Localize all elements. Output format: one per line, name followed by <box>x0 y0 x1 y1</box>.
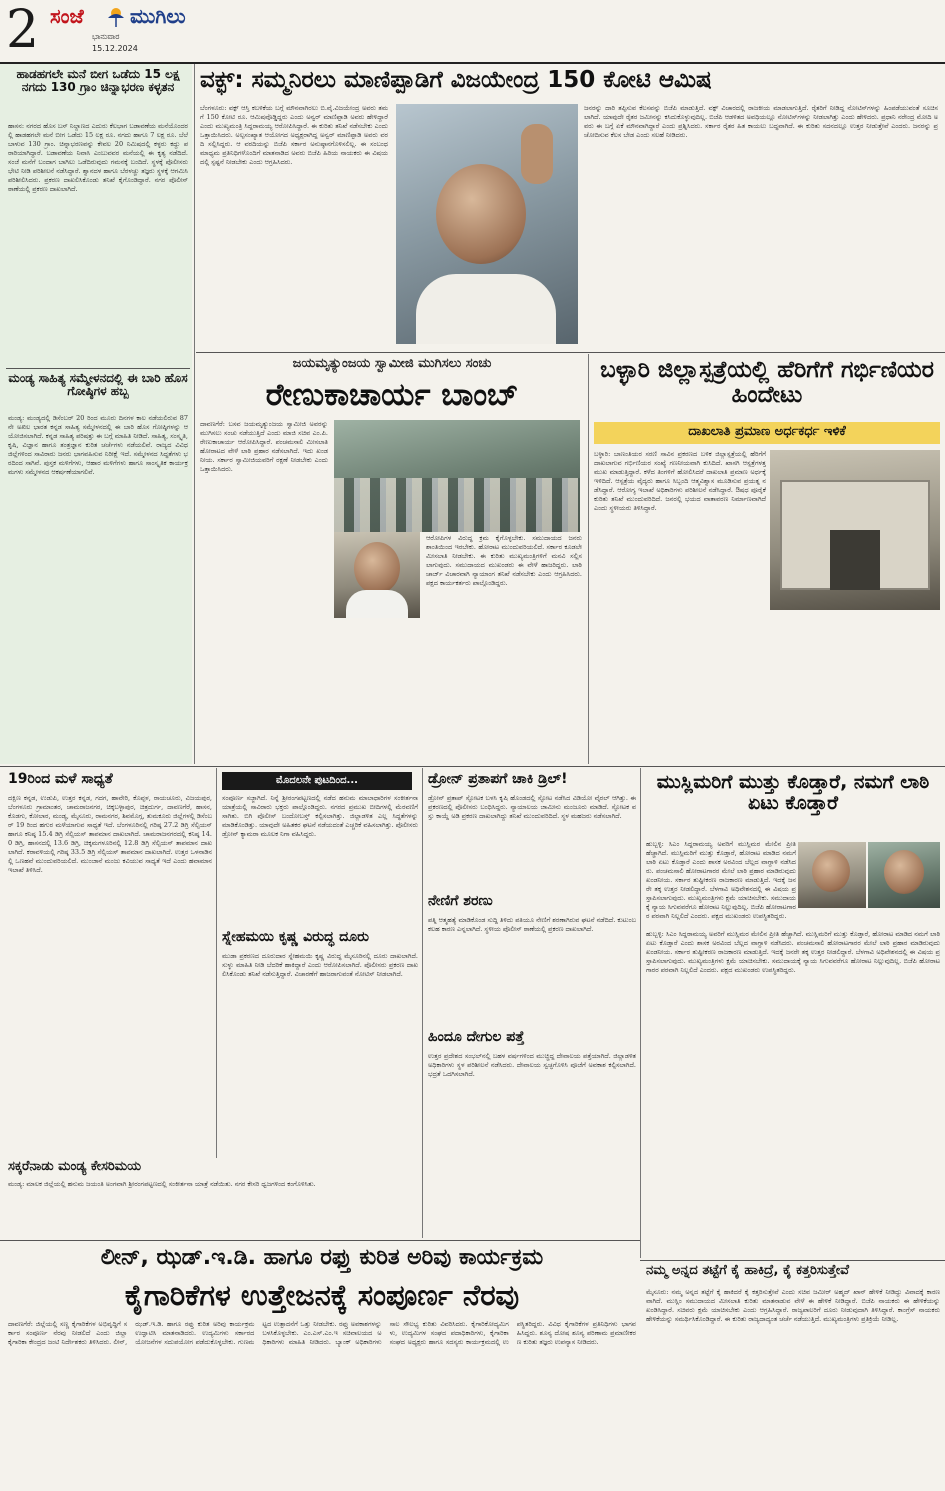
muslim-photo-left <box>798 842 866 908</box>
surrender-body: ಪತ್ನಿ ಆತ್ಮಹತ್ಯೆ ಮಾಡಿಕೊಂಡ ಸುದ್ದಿ ತಿಳಿದು ಪತಿಯೂ ನೇಣಿಗೆ ಶರಣಾಗಿರುವ ಘಟನೆ ನಡೆದಿದೆ. ಕುಟುಂಬ ಕಲಹ ಕಾರಣ ಎನ್ನಲಾಗಿದೆ. ಸ್ಥಳೀಯ ಪೊಲೀಸ್ ಠಾಣೆಯಲ್ಲಿ ಪ್ರಕರಣ ದಾಖಲಾಗಿದೆ. <box>428 916 636 933</box>
renuka-body-right: ಆರೋಪಿಗಳ ವಿರುದ್ಧ ಕ್ರಮ ಕೈಗೊಳ್ಳಬೇಕು. ಸಮುದಾಯದ ಜನರು ಶಾಂತಿಯಿಂದ ಇರಬೇಕು. ಹೋರಾಟ ಮುಂದುವರಿಯಲಿದೆ. ಸರ್ಕಾರ ಕೂಡಲೇ ಮೀಸಲಾತಿ ನೀಡಬೇಕು. ಈ ಕುರಿತು ಮುಖ್ಯಮಂತ್ರಿಗಳಿಗೆ ಮನವಿ ಸಲ್ಲಿಸಲಾಗುವುದು. ಸಮುದಾಯದ ಮುಖಂಡರು ಈ ವೇಳೆ ಹಾಜರಿದ್ದರು. ಲಾಠಿ ಚಾರ್ಜ್ ವಿಚಾರವಾಗಿ ನ್ಯಾಯಾಂಗ ತನಿಖೆ ನಡೆಸಬೇಕು ಎಂದು ಆಗ್ರಹಿಸಿದರು. ಪಕ್ಷದ ಕಾರ್ಯಕರ್ತರು ಪಾಲ್ಗೊಂಡಿದ್ದರು. <box>426 534 582 587</box>
brand-logo <box>50 4 250 34</box>
renuka-headline: ರೇಣುಕಾಚಾರ್ಯ ಬಾಂಬ್ <box>265 378 519 413</box>
brand-name-right: ಮುಗಿಲು <box>130 4 186 28</box>
muslim-body: ಹುಬ್ಬಳ್ಳಿ: ಸಿಎಂ ಸಿದ್ದರಾಮಯ್ಯ ಅವರಿಗೆ ಮುಸ್ಲಿಮರ ಮೇಲಿನ ಪ್ರೀತಿ ಹೆಚ್ಚಾಗಿದೆ. ಮುಸ್ಲಿಮರಿಗೆ ಮುತ್ತು ಕೊಡ್ತಾರೆ, ಹೋರಾಟ ಮಾಡಿದ ನಮಗೆ ಲಾಠಿ ಏಟು ಕೊಡ್ತಾರೆ ಎಂದು ಶಾಸಕ ಅರವಿಂದ ಬೆಲ್ಲದ ವಾಗ್ದಾಳಿ ನಡೆಸಿದರು. ಪಂಚಮಸಾಲಿ ಹೋರಾಟಗಾರರ ಮೇಲೆ ಲಾಠಿ ಪ್ರಹಾರ ಮಾಡಿರುವುದು ಖಂಡನೀಯ. ಸರ್ಕಾರ ತುಷ್ಟೀಕರಣ ರಾಜಕಾರಣ ಮಾಡುತ್ತಿದೆ. ಇದಕ್ಕೆ ಜನರೇ ತಕ್ಕ ಉತ್ತರ ನೀಡಲಿದ್ದಾರೆ. ಬೆಳಗಾವಿ ಅಧಿವೇಶನದಲ್ಲಿ ಈ ವಿಷಯ ಪ್ರಸ್ತಾಪಿಸಲಾಗುವುದು. ಮುಖ್ಯಮಂತ್ರಿಗಳು ಕ್ಷಮೆ ಯಾಚಿಸಬೇಕು. ಸಮುದಾಯಕ್ಕೆ ನ್ಯಾಯ ಸಿಗುವವರೆಗೂ ಹೋರಾಟ ನಿಲ್ಲುವುದಿಲ್ಲ. ಬಿಜೆಪಿ ಹೋರಾಟಗಾರರ ಪರವಾಗಿ ನಿಲ್ಲಲಿದೆ ಎಂದರು. ಪಕ್ಷದ ಮುಖಂಡರು ಉಪಸ್ಥಿತರಿದ್ದರು. <box>646 930 940 974</box>
sakkare-body: ಮಂಡ್ಯ: ಮಾಲಕ ಜಿಲ್ಲೆಯಲ್ಲಿ ಹನುಮ ಜಯಂತಿ ಅಂಗವಾಗಿ ಶ್ರೀರಂಗಪಟ್ಟಣದಲ್ಲಿ ಸಂಕೀರ್ತನಾ ಯಾತ್ರೆ ನಡೆಯಿತು. ನಗರ ಕೇಸರಿ ಧ್ವಜಗಳಿಂದ ಕಂಗೊಳಿಸಿತು. <box>8 1180 316 1188</box>
sneha-headline: ಸ್ನೇಹಮಯಿ ಕೃಷ್ಣ ವಿರುದ್ಧ ದೂರು <box>222 930 369 945</box>
divider-above-food <box>640 1260 945 1261</box>
ballari-body: ಬಳ್ಳಾರಿ: ಬಾಣಂತಿಯರ ಸರಣಿ ಸಾವಿನ ಪ್ರಕರಣದ ಬಳಿಕ ಜಿಲ್ಲಾಸ್ಪತ್ರೆಯಲ್ಲಿ ಹೆರಿಗೆಗೆ ದಾಖಲಾಗುವ ಗರ್ಭಿಣಿಯರ ಸಂಖ್ಯೆ ಗಣನೀಯವಾಗಿ ಕುಸಿದಿದೆ. ಖಾಸಗಿ ಆಸ್ಪತ್ರೆಗಳತ್ತ ಮುಖ ಮಾಡುತ್ತಿದ್ದಾರೆ. ಕಳೆದ ತಿಂಗಳಿಗೆ ಹೋಲಿಸಿದರೆ ದಾಖಲಾತಿ ಪ್ರಮಾಣ ಅರ್ಧಕ್ಕೆ ಇಳಿದಿದೆ. ಆಸ್ಪತ್ರೆಯ ವೈದ್ಯರು ಹಾಗೂ ಸಿಬ್ಬಂದಿ ಆತ್ಮವಿಶ್ವಾಸ ಮೂಡಿಸುವ ಪ್ರಯತ್ನ ನಡೆಸಿದ್ದಾರೆ. ಆರೋಗ್ಯ ಇಲಾಖೆ ಅಧಿಕಾರಿಗಳು ಪರಿಶೀಲನೆ ನಡೆಸಿದ್ದಾರೆ. ಔಷಧ ಪೂರೈಕೆ ಕುರಿತು ತನಿಖೆ ಮುಂದುವರಿದಿದೆ. ಜನರಲ್ಲಿ ಭಯದ ವಾತಾವರಣ ನಿರ್ಮಾಣವಾಗಿದೆ ಎಂದು ಸ್ಥಳೀಯರು ತಿಳಿಸಿದ್ದಾರೆ. <box>594 450 766 512</box>
column-divider-left <box>194 64 195 764</box>
column-divider-mid <box>588 354 589 764</box>
column-divider-cont <box>422 768 423 1238</box>
ballari-hospital-photo <box>770 450 940 610</box>
continued-label: ಮೊದಲನೇ ಪುಟದಿಂದ... <box>276 775 358 786</box>
muslim-photo-right-face <box>884 850 924 894</box>
left-divider-1 <box>6 368 190 369</box>
column-divider-rain <box>216 768 217 1158</box>
masthead <box>0 0 945 62</box>
lean-body: ದಾವಣಗೆರೆ: ಜಿಲ್ಲೆಯಲ್ಲಿ ಸಣ್ಣ ಕೈಗಾರಿಕೆಗಳ ಅಭಿವೃದ್ಧಿಗೆ ಸರ್ಕಾರ ಸಂಪೂರ್ಣ ನೆರವು ನೀಡಲಿದೆ ಎಂದು ಜಿಲ್ಲಾ ಕೈಗಾರಿಕಾ ಕೇಂದ್ರದ ಜಂಟಿ ನಿರ್ದೇಶಕರು ತಿಳಿಸಿದರು. ಲೀನ್, ಝಡ್.ಇ.ಡಿ. ಹಾಗೂ ರಫ್ತು ಕುರಿತ ಅರಿವು ಕಾರ್ಯಕ್ರಮ ಉದ್ಘಾಟಿಸಿ ಮಾತನಾಡಿದರು. ಉದ್ಯಮಿಗಳು ಸರ್ಕಾರದ ಯೋಜನೆಗಳ ಸದುಪಯೋಗ ಪಡೆದುಕೊಳ್ಳಬೇಕು. ಗುಣಮಟ್ಟದ ಉತ್ಪಾದನೆಗೆ ಒತ್ತು ನೀಡಬೇಕು. ರಫ್ತು ಅವಕಾಶಗಳನ್ನು ಬಳಸಿಕೊಳ್ಳಬೇಕು. ಎಂ.ಎಸ್.ಎಂ.ಇ ಸಚಿವಾಲಯದ ಅಧಿಕಾರಿಗಳು ಮಾಹಿತಿ ನೀಡಿದರು. ಬ್ಯಾಂಕ್ ಅಧಿಕಾರಿಗಳು ಸಾಲ ಸೌಲಭ್ಯ ಕುರಿತು ವಿವರಿಸಿದರು. ಕೈಗಾರಿಕೋದ್ಯಮಿಗಳು, ಉದ್ಯಮಿಗಳ ಸಂಘದ ಪದಾಧಿಕಾರಿಗಳು, ಕೈಗಾರಿಕಾ ಸಂಘದ ಅಧ್ಯಕ್ಷರು ಹಾಗೂ ಸದಸ್ಯರು ಕಾರ್ಯಕ್ರಮದಲ್ಲಿ ಉಪಸ್ಥಿತರಿದ್ದರು. ವಿವಿಧ ಕೈಗಾರಿಕೆಗಳ ಪ್ರತಿನಿಧಿಗಳು ಭಾಗವಹಿಸಿದ್ದರು. ಶೂನ್ಯ ದೋಷ ಶೂನ್ಯ ಪರಿಣಾಮ ಪ್ರಮಾಣೀಕರಣ ಕುರಿತು ತಜ್ಞರು ಉಪನ್ಯಾಸ ನೀಡಿದರು. <box>8 1320 636 1346</box>
umbrella-sun-logo-icon <box>106 6 126 28</box>
surrender-headline: ನೇಣಿಗೆ ಶರಣು <box>428 894 493 909</box>
waqf-body-right: ಜನರನ್ನು ದಾರಿ ತಪ್ಪಿಸುವ ಕೆಲಸವನ್ನು ಬಿಜೆಪಿ ಮಾಡುತ್ತಿದೆ. ವಕ್ಫ್ ವಿಚಾರದಲ್ಲಿ ರಾಜಕೀಯ ಮಾಡಲಾಗುತ್ತಿದೆ. ರೈತರಿಗೆ ನೀಡಿದ್ದ ನೋಟಿಸ್‌ಗಳನ್ನು ಹಿಂಪಡೆಯುವಂತೆ ಸೂಚಿಸಲಾಗಿದೆ. ಯಾವುದೇ ರೈತರ ಜಮೀನನ್ನು ಕಸಿದುಕೊಳ್ಳುವುದಿಲ್ಲ. ಬಿಜೆಪಿ ಆಡಳಿತದ ಅವಧಿಯಲ್ಲೂ ನೋಟಿಸ್‌ಗಳನ್ನು ನೀಡಲಾಗಿತ್ತು ಎಂದು ಹೇಳಿದರು. ಪ್ರಧಾನಿ ನರೇಂದ್ರ ಮೋದಿ ಅವರು ಈ ಬಗ್ಗೆ ಏಕೆ ಮೌನವಾಗಿದ್ದಾರೆ ಎಂದು ಪ್ರಶ್ನಿಸಿದರು. ಸರ್ಕಾರ ರೈತರ ಹಿತ ಕಾಯಲು ಬದ್ಧವಾಗಿದೆ. ಈ ಕುರಿತು ಸದನದಲ್ಲೂ ಉತ್ತರ ನೀಡುತ್ತೇವೆ ಎಂದರು. ಜನರನ್ನು ಪ್ರಚೋದಿಸುವ ಕೆಲಸ ಬೇಡ ಎಂದು ಸಲಹೆ ನೀಡಿದರು. <box>584 104 938 139</box>
renuka-portrait-face <box>354 542 400 594</box>
waqf-photo-siddaramaiah <box>396 104 578 344</box>
renuka-body-left: ದಾವಣಗೆರೆ: ಬಸವ ಜಯಮೃತ್ಯುಂಜಯ ಸ್ವಾಮೀಜಿ ಅವರನ್ನು ಮುಗಿಸಲು ಸಂಚು ನಡೆಯುತ್ತಿದೆ ಎಂದು ಮಾಜಿ ಸಚಿವ ಎಂ.ಪಿ.ರೇಣುಕಾಚಾರ್ಯ ಆರೋಪಿಸಿದ್ದಾರೆ. ಪಂಚಮಸಾಲಿ ಮೀಸಲಾತಿ ಹೋರಾಟದ ವೇಳೆ ಲಾಠಿ ಪ್ರಹಾರ ನಡೆಸಲಾಗಿದೆ. ಇದು ಖಂಡನೀಯ. ಸರ್ಕಾರ ಸ್ವಾಮೀಜಿಯವರಿಗೆ ರಕ್ಷಣೆ ನೀಡಬೇಕು ಎಂದು ಒತ್ತಾಯಿಸಿದರು. <box>200 420 328 473</box>
literary-body: ಮಂಡ್ಯ: ಮಂಡ್ಯದಲ್ಲಿ ಡಿಸೆಂಬರ್ 20 ರಿಂದ ಮೂರು ದಿನಗಳ ಕಾಲ ನಡೆಯಲಿರುವ 87ನೇ ಅಖಿಲ ಭಾರತ ಕನ್ನಡ ಸಾಹಿತ್ಯ ಸಮ್ಮೇಳನದಲ್ಲಿ ಈ ಬಾರಿ ಹೊಸ ಗೋಷ್ಠಿಗಳನ್ನು ಆಯೋಜಿಸಲಾಗಿದೆ. ಕನ್ನಡ ಸಾಹಿತ್ಯ ಪರಿಷತ್ತು ಈ ಬಗ್ಗೆ ಮಾಹಿತಿ ನೀಡಿದೆ. ಸಾಹಿತ್ಯ, ಸಂಸ್ಕೃತಿ, ಕೃಷಿ, ವಿಜ್ಞಾನ ಹಾಗೂ ತಂತ್ರಜ್ಞಾನ ಕುರಿತ ಚರ್ಚೆಗಳು ನಡೆಯಲಿವೆ. ರಾಜ್ಯದ ವಿವಿಧ ಜಿಲ್ಲೆಗಳಿಂದ ಸಾವಿರಾರು ಜನರು ಭಾಗವಹಿಸುವ ನಿರೀಕ್ಷೆ ಇದೆ. ಸಮ್ಮೇಳನದ ಸಿದ್ಧತೆಗಳು ಭರದಿಂದ ಸಾಗಿವೆ. ಪುಸ್ತಕ ಮಳಿಗೆಗಳು, ಆಹಾರ ಮಳಿಗೆಗಳು ಹಾಗೂ ಸಾಂಸ್ಕೃತಿಕ ಕಾರ್ಯಕ್ರಮಗಳು ಸಮ್ಮೇಳನದ ಆಕರ್ಷಣೆಯಾಗಲಿವೆ. <box>8 414 188 476</box>
muslim-photo-left-face <box>812 850 850 892</box>
waqf-photo-raised-hand <box>521 124 553 184</box>
hospital-doorway <box>830 530 880 590</box>
issue-date: 15.12.2024 <box>92 44 138 53</box>
sneha-body: ಮುಡಾ ಪ್ರಕರಣದ ದೂರುದಾರ ಸ್ನೇಹಮಯಿ ಕೃಷ್ಣ ವಿರುದ್ಧ ಮೈಸೂರಿನಲ್ಲಿ ದೂರು ದಾಖಲಾಗಿದೆ. ಸುಳ್ಳು ಮಾಹಿತಿ ನೀಡಿ ಬೆದರಿಕೆ ಹಾಕಿದ್ದಾರೆ ಎಂದು ಆರೋಪಿಸಲಾಗಿದೆ. ಪೊಲೀಸರು ಪ್ರಕರಣ ದಾಖಲಿಸಿಕೊಂಡು ತನಿಖೆ ನಡೆಸುತ್ತಿದ್ದಾರೆ. ವಿಚಾರಣೆಗೆ ಹಾಜರಾಗುವಂತೆ ನೋಟಿಸ್ ನೀಡಲಾಗಿದೆ. <box>222 952 418 978</box>
food-body: ಮೈಸೂರು: ನಮ್ಮ ಅನ್ನದ ತಟ್ಟೆಗೆ ಕೈ ಹಾಕಿದರೆ ಕೈ ಕತ್ತರಿಸುತ್ತೇವೆ ಎಂದು ಸಚಿವ ಜಮೀರ್ ಅಹ್ಮದ್ ಖಾನ್ ಹೇಳಿಕೆ ನೀಡಿದ್ದು ವಿವಾದಕ್ಕೆ ಕಾರಣವಾಗಿದೆ. ಮುಸ್ಲಿಂ ಸಮುದಾಯದ ಮೀಸಲಾತಿ ಕುರಿತು ಮಾತನಾಡುವ ವೇಳೆ ಈ ಹೇಳಿಕೆ ನೀಡಿದ್ದಾರೆ. ಬಿಜೆಪಿ ನಾಯಕರು ಈ ಹೇಳಿಕೆಯನ್ನು ಖಂಡಿಸಿದ್ದಾರೆ. ಸಚಿವರು ಕ್ಷಮೆ ಯಾಚಿಸಬೇಕು ಎಂದು ಆಗ್ರಹಿಸಿದ್ದಾರೆ. ರಾಜ್ಯಪಾಲರಿಗೆ ದೂರು ನೀಡುವುದಾಗಿ ತಿಳಿಸಿದ್ದಾರೆ. ಕಾಂಗ್ರೆಸ್ ನಾಯಕರು ಹೇಳಿಕೆಯನ್ನು ಸಮರ್ಥಿಸಿಕೊಂಡಿದ್ದಾರೆ. ಈ ಕುರಿತು ರಾಜ್ಯದಾದ್ಯಂತ ಚರ್ಚೆ ನಡೆಯುತ್ತಿದೆ. ಮುಖ್ಯಮಂತ್ರಿಗಳು ಪ್ರತಿಕ್ರಿಯೆ ನೀಡಿಲ್ಲ. <box>646 1288 940 1323</box>
lean-headline: ಲೀನ್, ಝಡ್.ಇ.ಡಿ. ಹಾಗೂ ರಫ್ತು ಕುರಿತ ಅರಿವು ಕಾರ್ಯಕ್ರಮ <box>100 1246 544 1270</box>
ballari-strap <box>594 422 940 444</box>
brand-name-left: ಸಂಜೆ <box>50 4 84 28</box>
renuka-protest-photo <box>334 420 580 532</box>
waqf-headline: ವಕ್ಫ್: ಸಮ್ಮನಿರಲು ಮಾಣಿಪ್ಪಾಡಿಗೆ ವಿಜಯೇಂದ್ರ 150 ಕೋಟಿ ಆಮಿಷ <box>200 68 712 93</box>
weekday: ಭಾನುವಾರ <box>92 32 120 41</box>
muslim-body-top: ಹುಬ್ಬಳ್ಳಿ: ಸಿಎಂ ಸಿದ್ದರಾಮಯ್ಯ ಅವರಿಗೆ ಮುಸ್ಲಿಮರ ಮೇಲಿನ ಪ್ರೀತಿ ಹೆಚ್ಚಾಗಿದೆ. ಮುಸ್ಲಿಮರಿಗೆ ಮುತ್ತು ಕೊಡ್ತಾರೆ, ಹೋರಾಟ ಮಾಡಿದ ನಮಗೆ ಲಾಠಿ ಏಟು ಕೊಡ್ತಾರೆ ಎಂದು ಶಾಸಕ ಅರವಿಂದ ಬೆಲ್ಲದ ವಾಗ್ದಾಳಿ ನಡೆಸಿದರು. ಪಂಚಮಸಾಲಿ ಹೋರಾಟಗಾರರ ಮೇಲೆ ಲಾಠಿ ಪ್ರಹಾರ ಮಾಡಿರುವುದು ಖಂಡನೀಯ. ಸರ್ಕಾರ ತುಷ್ಟೀಕರಣ ರಾಜಕಾರಣ ಮಾಡುತ್ತಿದೆ. ಇದಕ್ಕೆ ಜನರೇ ತಕ್ಕ ಉತ್ತರ ನೀಡಲಿದ್ದಾರೆ. ಬೆಳಗಾವಿ ಅಧಿವೇಶನದಲ್ಲಿ ಈ ವಿಷಯ ಪ್ರಸ್ತಾಪಿಸಲಾಗುವುದು. ಮುಖ್ಯಮಂತ್ರಿಗಳು ಕ್ಷಮೆ ಯಾಚಿಸಬೇಕು. ಸಮುದಾಯಕ್ಕೆ ನ್ಯಾಯ ಸಿಗುವವರೆಗೂ ಹೋರಾಟ ನಿಲ್ಲುವುದಿಲ್ಲ. ಬಿಜೆಪಿ ಹೋರಾಟಗಾರರ ಪರವಾಗಿ ನಿಲ್ಲಲಿದೆ ಎಂದರು. ಪಕ್ಷದ ಮುಖಂಡರು ಉಪಸ್ಥಿತರಿದ್ದರು. <box>646 840 796 920</box>
continued-body: ಸಂಪೂರ್ಣ ಸಜ್ಜಾಗಿದೆ. ನಿನ್ನೆ ಶ್ರೀರಂಗಪಟ್ಟಣದಲ್ಲಿ ನಡೆದ ಹನುಮ ಮಾಲಾಧಾರಿಗಳ ಸಂಕೀರ್ತನಾ ಯಾತ್ರೆಯಲ್ಲಿ ಸಾವಿರಾರು ಭಕ್ತರು ಪಾಲ್ಗೊಂಡಿದ್ದರು. ನಗರದ ಪ್ರಮುಖ ಬೀದಿಗಳಲ್ಲಿ ಮೆರವಣಿಗೆ ಸಾಗಿತು. ಬಿಗಿ ಪೊಲೀಸ್ ಬಂದೋಬಸ್ತ್ ಕಲ್ಪಿಸಲಾಗಿತ್ತು. ಜಿಲ್ಲಾಡಳಿತ ಎಲ್ಲ ಸಿದ್ಧತೆಗಳನ್ನು ಮಾಡಿಕೊಂಡಿತ್ತು. ಯಾವುದೇ ಅಹಿತಕರ ಘಟನೆ ನಡೆಯದಂತೆ ಎಚ್ಚರಿಕೆ ವಹಿಸಲಾಗಿತ್ತು. ಪೊಲೀಸರು ಡ್ರೋನ್ ಕ್ಯಾಮರಾ ಮೂಲಕ ನಿಗಾ ವಹಿಸಿದ್ದರು. <box>222 794 418 838</box>
waqf-photo-face <box>436 164 526 264</box>
ballari-strap-text: ದಾಖಲಾತಿ ಪ್ರಮಾಣ ಅರ್ಧಕರ್ಧ ಇಳಿಕೆ <box>688 424 846 439</box>
food-headline: ನಮ್ಮ ಅನ್ನದ ತಟ್ಟೆಗೆ ಕೈ ಹಾಕಿದ್ರೆ, ಕೈ ಕತ್ತರಿಸುತ್ತೇವೆ <box>646 1264 849 1278</box>
renuka-portrait-shirt <box>346 590 408 618</box>
rain-headline: 19ರಿಂದ ಮಳೆ ಸಾಧ್ಯತೆ <box>8 772 113 787</box>
muslim-photo-right <box>868 842 940 908</box>
theft-body: ಹಾಸನ: ನಗರದ ಹೊಸ ಬಸ್ ನಿಲ್ದಾಣದ ಎದುರು ಕೆಲಭಾಗ ಬಡಾವಣೆಯ ಮನೆಯೊಂದರಲ್ಲಿ ಹಾಡಹಗಲೇ ಮನೆ ಬೀಗ ಒಡೆದು 15 ಲಕ್ಷ ರೂ. ನಗದು ಹಾಗೂ 7 ಲಕ್ಷ ರೂ. ಬೆಲೆ ಬಾಳುವ 130 ಗ್ರಾಂ. ಚಿನ್ನಾಭರಣವನ್ನು ಕೇವಲ 20 ನಿಮಿಷದಲ್ಲಿ ಕಳ್ಳರು ಕದ್ದು ಪರಾರಿಯಾಗಿದ್ದಾರೆ. ಬಡಾವಣೆಯ ನಿವಾಸಿ ಎಂಬುವವರ ಮನೆಯಲ್ಲಿ ಈ ಕೃತ್ಯ ನಡೆದಿದೆ. ಸಂಜೆ ಮನೆಗೆ ಬಂದಾಗ ಬಾಗಿಲು ಒಡೆದಿರುವುದು ಗಮನಕ್ಕೆ ಬಂದಿದೆ. ಸ್ಥಳಕ್ಕೆ ಪೊಲೀಸರು ಭೇಟಿ ನೀಡಿ ಪರಿಶೀಲನೆ ನಡೆಸಿದ್ದಾರೆ. ಶ್ವಾನದಳ ಹಾಗೂ ಬೆರಳಚ್ಚು ತಜ್ಞರು ಸ್ಥಳಕ್ಕೆ ಆಗಮಿಸಿ ಪರಿಶೀಲಿಸಿದರು. ಪ್ರಕರಣ ದಾಖಲಿಸಿಕೊಂಡು ತನಿಖೆ ಕೈಗೊಂಡಿದ್ದಾರೆ. ನಗರ ಪೊಲೀಸ್ ಠಾಣೆಯಲ್ಲಿ ಪ್ರಕರಣ ದಾಖಲಾಗಿದೆ. <box>8 122 188 193</box>
protest-crowd <box>334 478 580 532</box>
continued-label-bar <box>222 772 412 790</box>
ballari-headline: ಬಳ್ಳಾರಿ ಜಿಲ್ಲಾಸ್ಪತ್ರೆಯಲ್ಲಿ ಹೆರಿಗೆಗೆ ಗರ್ಭಿಣಿಯರ ಹಿಂದೇಟು <box>600 358 934 409</box>
divider-below-top <box>0 766 945 767</box>
lean-subhead: ಕೈಗಾರಿಕೆಗಳ ಉತ್ತೇಜನಕ್ಕೆ ಸಂಪೂರ್ಣ ನೆರವು <box>124 1280 520 1312</box>
rain-body: ದಕ್ಷಿಣ ಕನ್ನಡ, ಉಡುಪಿ, ಉತ್ತರ ಕನ್ನಡ, ಗದಗ, ಹಾವೇರಿ, ಕೊಪ್ಪಳ, ರಾಯಚೂರು, ವಿಜಯಪುರ, ಬೆಂಗಳೂರು ಗ್ರಾಮಾಂತರ, ಚಾಮರಾಜನಗರ, ಚಿಕ್ಕಬಳ್ಳಾಪುರ, ಚಿತ್ರದುರ್ಗ, ದಾವಣಗೆರೆ, ಹಾಸನ, ಕೊಡಗು, ಕೋಲಾರ, ಮಂಡ್ಯ, ಮೈಸೂರು, ರಾಮನಗರ, ಶಿವಮೊಗ್ಗ, ತುಮಕೂರು ಜಿಲ್ಲೆಗಳಲ್ಲಿ ಡಿಸೆಂಬರ್ 19 ರಿಂದ ಹಗುರ ಮಳೆಯಾಗುವ ಸಾಧ್ಯತೆ ಇದೆ. ಬೆಂಗಳೂರಿನಲ್ಲಿ ಗರಿಷ್ಠ 27.2 ಡಿಗ್ರಿ ಸೆಲ್ಸಿಯಸ್ ಹಾಗೂ ಕನಿಷ್ಠ 15.4 ಡಿಗ್ರಿ ಸೆಲ್ಸಿಯಸ್ ತಾಪಮಾನ ದಾಖಲಾಗಿದೆ. ಚಾಮರಾಜನಗರದಲ್ಲಿ ಕನಿಷ್ಠ 14.0 ಡಿಗ್ರಿ, ಹಾಸನದಲ್ಲಿ 13.6 ಡಿಗ್ರಿ, ಚಿಕ್ಕಮಗಳೂರಿನಲ್ಲಿ 12.8 ಡಿಗ್ರಿ ಸೆಲ್ಸಿಯಸ್ ತಾಪಮಾನ ದಾಖಲಾಗಿದೆ. ಕರಾವಳಿಯಲ್ಲಿ ಗರಿಷ್ಠ 33.5 ಡಿಗ್ರಿ ಸೆಲ್ಸಿಯಸ್ ತಾಪಮಾನ ದಾಖಲಾಗಿದೆ. ಉತ್ತರ ಒಳನಾಡಿನಲ್ಲಿ ಒಣಹವೆ ಮುಂದುವರಿಯಲಿದೆ. ಮುಂಜಾನೆ ಮಂಜು ಕವಿಯುವ ಸಾಧ್ಯತೆ ಇದೆ ಎಂದು ಹವಾಮಾನ ಇಲಾಖೆ ತಿಳಿಸಿದೆ. <box>8 794 212 874</box>
temple-body: ಉತ್ತರ ಪ್ರದೇಶದ ಸಂಭಲ್‌ನಲ್ಲಿ ಬಹಳ ವರ್ಷಗಳಿಂದ ಮುಚ್ಚಿದ್ದ ದೇವಾಲಯ ಪತ್ತೆಯಾಗಿದೆ. ಜಿಲ್ಲಾಡಳಿತ ಅಧಿಕಾರಿಗಳು ಸ್ಥಳ ಪರಿಶೀಲನೆ ನಡೆಸಿದರು. ದೇವಾಲಯ ಸ್ವಚ್ಛಗೊಳಿಸಿ ಪೂಜೆಗೆ ಅವಕಾಶ ಕಲ್ಪಿಸಲಾಗಿದೆ. ಭದ್ರತೆ ಒದಗಿಸಲಾಗಿದೆ. <box>428 1052 636 1078</box>
renuka-kicker: ಜಯಮೃತ್ಯುಂಜಯ ಸ್ವಾಮೀಜಿ ಮುಗಿಸಲು ಸಂಚು <box>292 356 492 371</box>
divider-below-waqf <box>196 352 945 353</box>
muslim-headline: ಮುಸ್ಲಿಮರಿಗೆ ಮುತ್ತು ಕೊಡ್ತಾರೆ, ನಮಗೆ ಲಾಠಿ ಏಟು ಕೊಡ್ತಾರೆ <box>656 772 930 814</box>
renuka-portrait <box>334 532 420 618</box>
theft-headline: ಹಾಡಹಗಲೇ ಮನೆ ಬೀಗ ಒಡೆದು 15 ಲಕ್ಷ ನಗದು 130 ಗ್ರಾಂ ಚಿನ್ನಾಭರಣ ಕಳ್ಳತನ <box>16 68 180 95</box>
waqf-body-left: ಬೆಂಗಳೂರು: ವಕ್ಫ್ ಆಸ್ತಿ ಕಬಳಿಕೆಯ ಬಗ್ಗೆ ಮೌನವಾಗಿರಲು ಬಿ.ವೈ.ವಿಜಯೇಂದ್ರ ಅವರು ತಮಗೆ 150 ಕೋಟಿ ರೂ. ಆಮಿಷವೊಡ್ಡಿದ್ದರು ಎಂದು ಅನ್ವರ್ ಮಾಣಿಪ್ಪಾಡಿ ಅವರು ಹೇಳಿದ್ದಾರೆ ಎಂದು ಮುಖ್ಯಮಂತ್ರಿ ಸಿದ್ದರಾಮಯ್ಯ ಆರೋಪಿಸಿದ್ದಾರೆ. ಈ ಕುರಿತು ತನಿಖೆ ನಡೆಸಬೇಕು ಎಂದು ಒತ್ತಾಯಿಸಿದರು. ಅಲ್ಪಸಂಖ್ಯಾತ ಆಯೋಗದ ಅಧ್ಯಕ್ಷರಾಗಿದ್ದ ಅನ್ವರ್ ಮಾಣಿಪ್ಪಾಡಿ ಅವರು ವರದಿ ಸಲ್ಲಿಸಿದ್ದರು. ಆ ವರದಿಯನ್ನು ಬಿಜೆಪಿ ಸರ್ಕಾರ ಅನುಷ್ಠಾನಗೊಳಿಸಲಿಲ್ಲ. ಈ ಸಂಬಂಧ ಮಾಧ್ಯಮ ಪ್ರತಿನಿಧಿಗಳೊಂದಿಗೆ ಮಾತನಾಡಿದ ಅವರು ಬಿಜೆಪಿ ಹಿರಿಯ ನಾಯಕರು ಈ ವಿಷಯದಲ್ಲಿ ಸ್ಪಷ್ಟನೆ ನೀಡಬೇಕು ಎಂದು ಆಗ್ರಹಿಸಿದರು. <box>200 104 388 166</box>
literary-headline: ಮಂಡ್ಯ ಸಾಹಿತ್ಯ ಸಮ್ಮೇಳನದಲ್ಲಿ ಈ ಬಾರಿ ಹೊಸ ಗೋಷ್ಠಿಗಳ ಹಬ್ಬ <box>8 372 188 399</box>
waqf-photo-garment <box>416 274 556 344</box>
column-divider-right-mid <box>640 768 641 1258</box>
drone-body: ಡ್ರೋನ್ ಪ್ರತಾಪ್ ಸ್ಫೋಟಕ ಬಳಸಿ ಕೃಷಿ ಹೊಂಡದಲ್ಲಿ ಸ್ಫೋಟ ನಡೆಸಿದ ವಿಡಿಯೋ ವೈರಲ್ ಆಗಿತ್ತು. ಈ ಪ್ರಕರಣದಲ್ಲಿ ಪೊಲೀಸರು ಬಂಧಿಸಿದ್ದರು. ನ್ಯಾಯಾಲಯ ಜಾಮೀನು ಮಂಜೂರು ಮಾಡಿದೆ. ಸ್ಫೋಟಕ ವಸ್ತು ಕಾಯ್ದೆ ಅಡಿ ಪ್ರಕರಣ ದಾಖಲಾಗಿದ್ದು ತನಿಖೆ ಮುಂದುವರಿದಿದೆ. ಸ್ಥಳ ಮಹಜರು ನಡೆಸಲಾಗಿದೆ. <box>428 794 636 820</box>
sakkare-headline: ಸಕ್ಕರೆನಾಡು ಮಂಡ್ಯ ಕೇಸರಿಮಯ <box>8 1160 142 1174</box>
page-number: 2 <box>6 0 40 60</box>
divider-above-bottom <box>0 1240 640 1241</box>
temple-headline: ಹಿಂದೂ ದೇಗುಲ ಪತ್ತೆ <box>428 1030 525 1045</box>
drone-headline: ಡ್ರೋನ್ ಪ್ರತಾಪಗೆ ಚಾಕಿ ಡ್ರಿಲ್! <box>428 772 568 787</box>
